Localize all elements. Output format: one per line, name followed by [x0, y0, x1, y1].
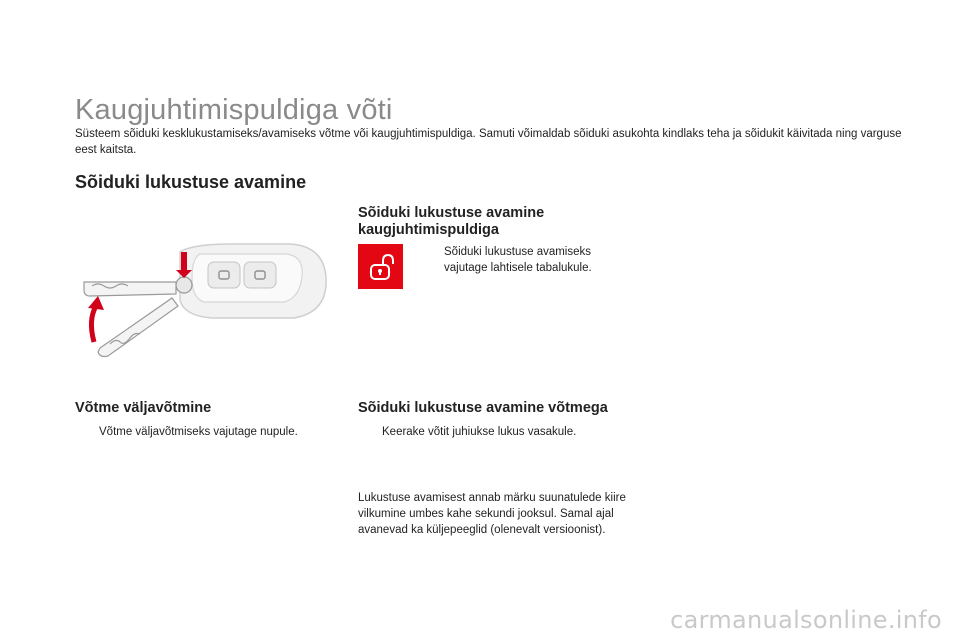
remote-unlock-heading: Sõiduki lukustuse avamine kaugjuhtimispuldiga	[358, 205, 545, 238]
key-unlock-bullet	[358, 424, 638, 440]
pointer-bullet-icon	[358, 424, 382, 440]
remote-unlock-text: Sõiduki lukustuse avamiseks vajutage lahtisele tabalukule.	[444, 246, 592, 274]
key-unlock-note: Lukustuse avamisest annab märku suunatulede kiire vilkumine umbes kahe sekundi jooksul. Samal ajal avanevad ka küljepeeglid (olenevalt versioonist).	[358, 492, 626, 536]
section-heading: Sõiduki lukustuse avamine	[75, 172, 307, 192]
key-release-text: Võtme väljavõtmiseks vajutage nupule.	[99, 426, 298, 438]
remote-unlock-bullet	[420, 244, 620, 276]
key-unlock-text: Keerake võtit juhiukse lukus vasakule.	[382, 426, 577, 438]
intro-paragraph: Süsteem sõiduki kesklukustamiseks/avamiseks võtme või kaugjuhtimispuldiga. Samuti võimaldab sõiduki asukohta kindlaks teha ja sõidukit käivitada ning varguse eest kaitsta.	[75, 128, 902, 156]
pointer-bullet-icon	[420, 244, 444, 276]
pointer-bullet-icon	[75, 424, 99, 440]
open-padlock-icon	[366, 252, 396, 282]
unlock-badge	[358, 244, 403, 289]
watermark: carmanualsonline.info	[670, 606, 942, 634]
key-fob-illustration	[72, 240, 334, 358]
key-release-bullet	[75, 424, 345, 440]
key-release-heading: Võtme väljavõtmine	[75, 400, 212, 416]
page-title: Kaugjuhtimispuldiga võti	[75, 94, 393, 126]
key-unlock-heading: Sõiduki lukustuse avamine võtmega	[358, 400, 608, 416]
